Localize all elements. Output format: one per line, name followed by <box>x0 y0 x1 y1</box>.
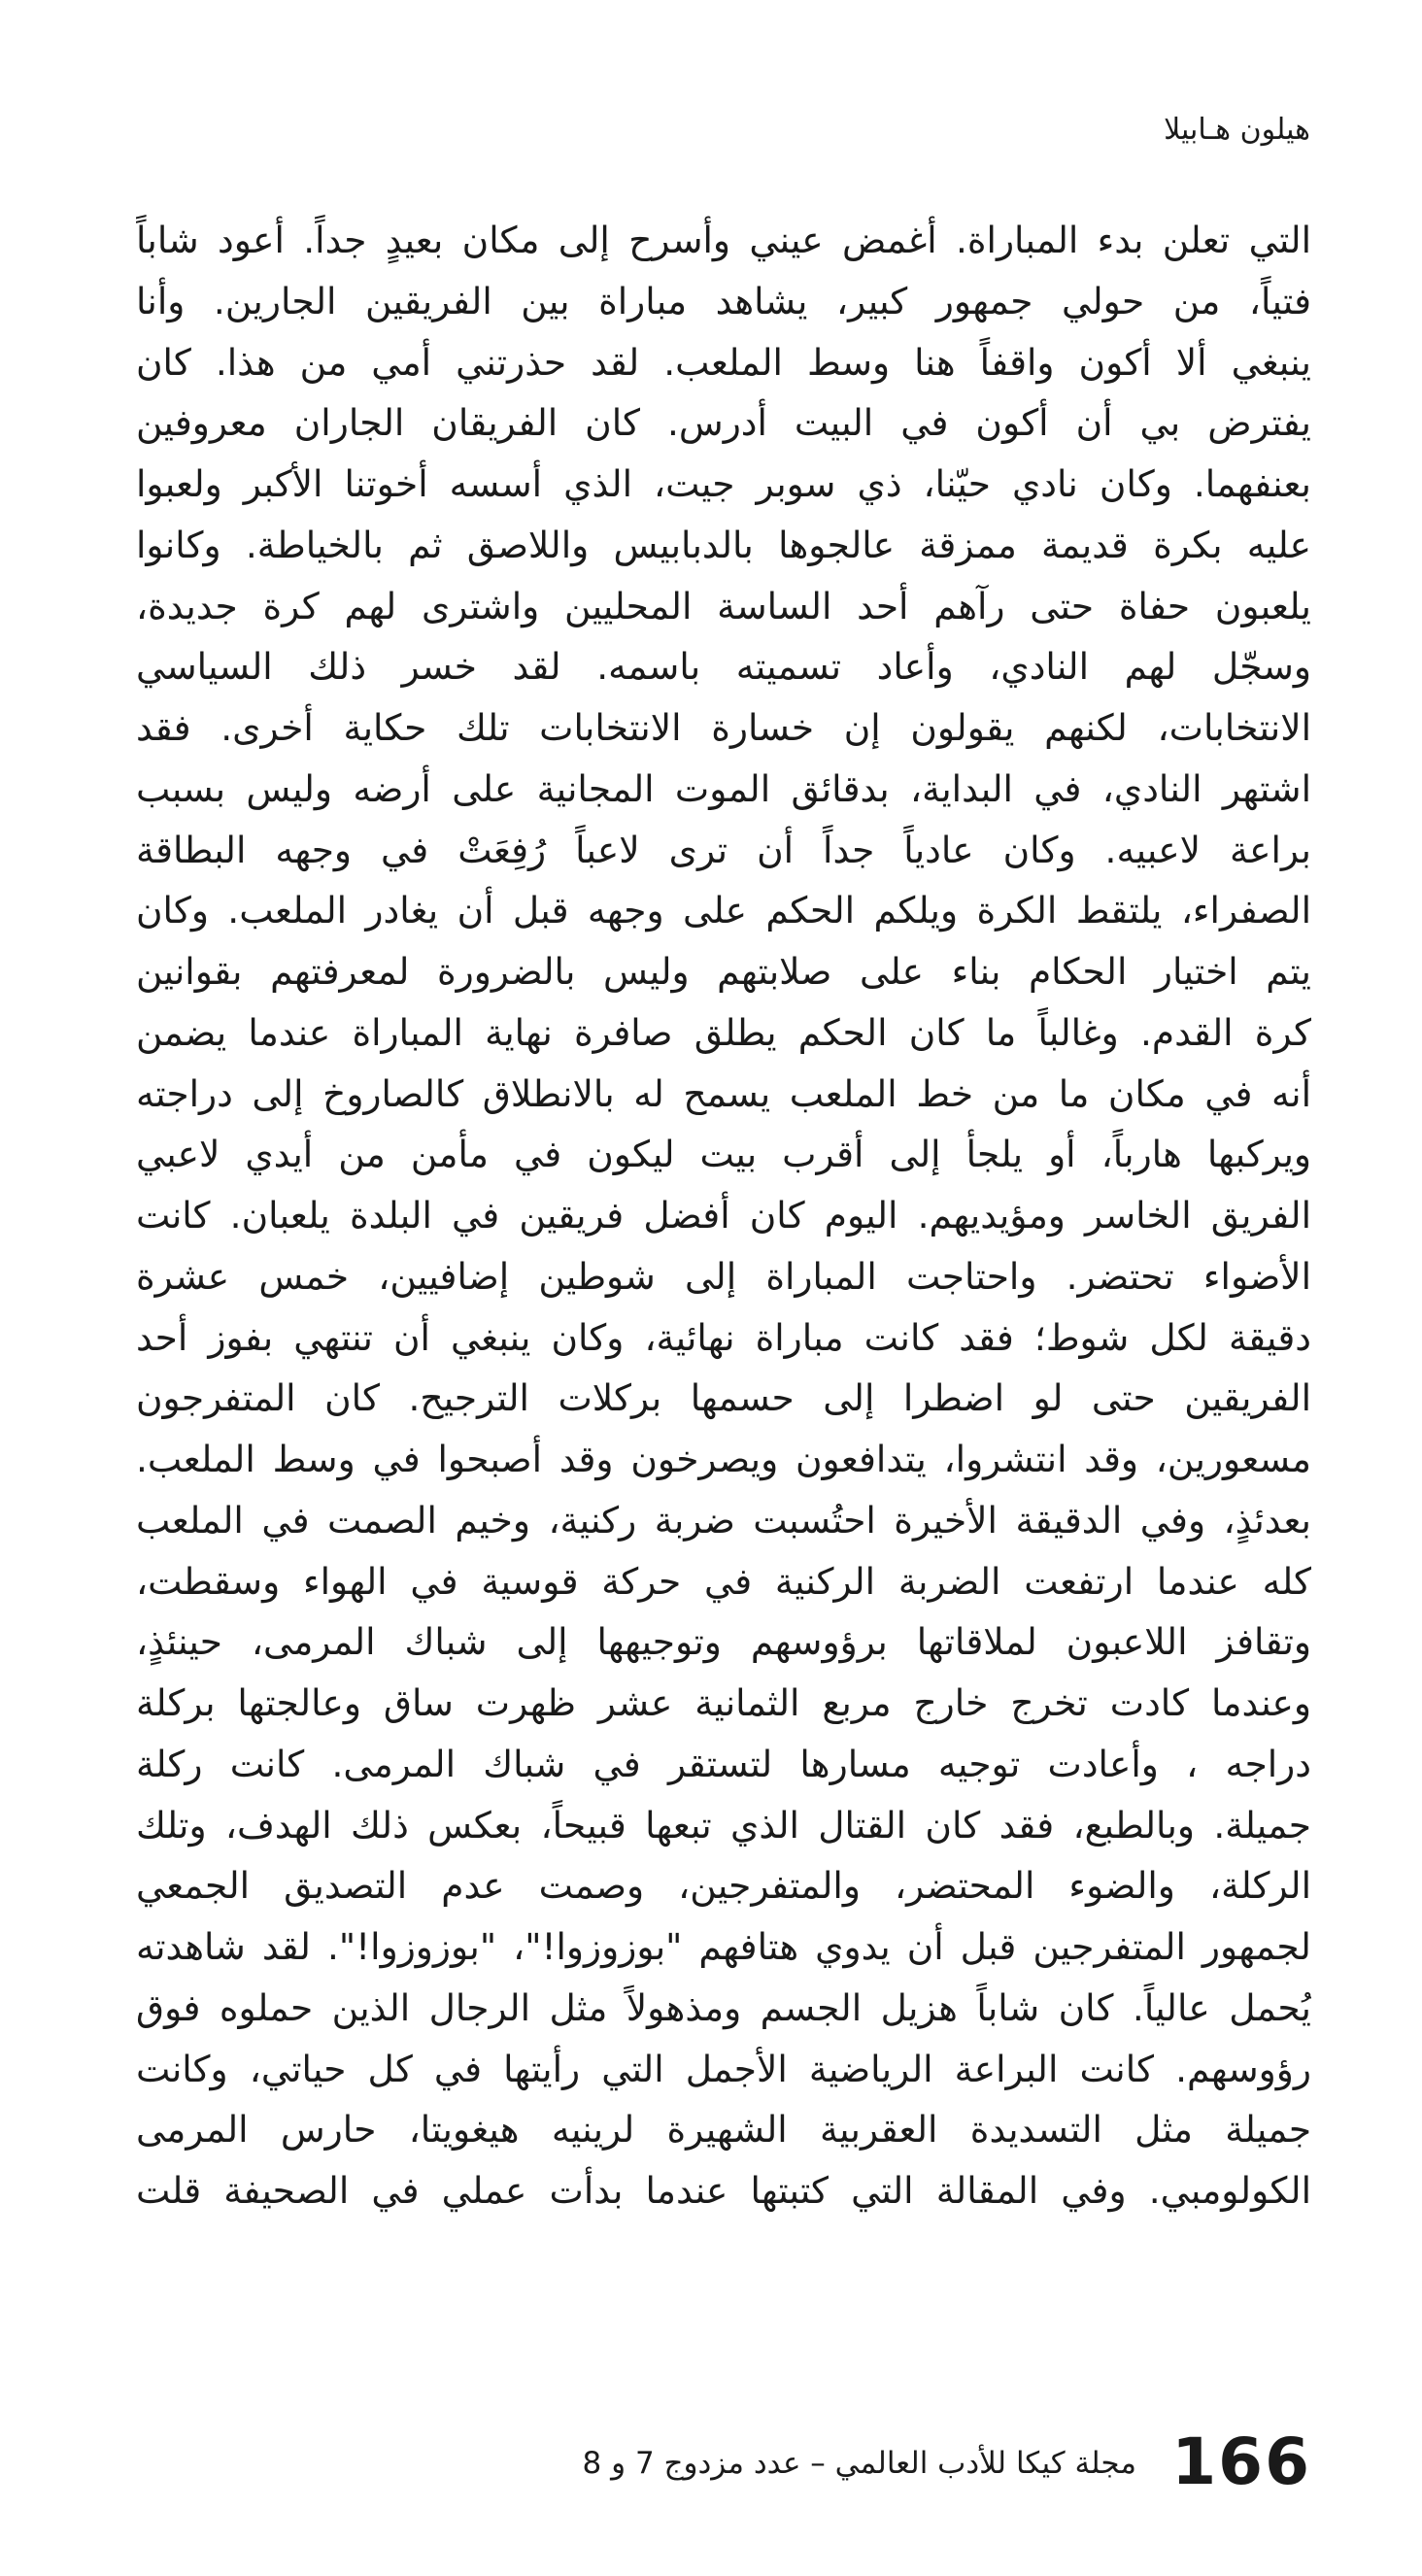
body-line: يتم اختيار الحكام بناء على صلابتهم وليس بالضرورة لمعرفتهم بقوانين <box>136 950 1311 993</box>
body-line: الفريق الخاسر ومؤيديهم. اليوم كان أفضل فريقين في البلدة يلعبان. كانت <box>136 1194 1311 1237</box>
body-line: كله عندما ارتفعت الضربة الركنية في حركة قوسية في الهواء وسقطت، <box>136 1559 1311 1603</box>
body-line: الفريقين حتى لو اضطرا إلى حسمها بركلات الترجيح. كان المتفرجون <box>136 1376 1311 1420</box>
journal-title: مجلة كيكا للأدب العالمي – عدد مزدوج 7 و 8 <box>582 2446 1136 2481</box>
running-header: هيلون هـابيلا <box>1164 113 1310 147</box>
body-line: وعندما كادت تخرج خارج مربع الثمانية عشر ظهرت ساق وعالجتها بركلة <box>136 1681 1311 1724</box>
body-line: جميلة مثل التسديدة العقربية الشهيرة لرينيه هيغويتا، حارس المرمى <box>136 2108 1311 2152</box>
body-line: جميلة. وبالطبع، فقد كان القتال الذي تبعها قبيحاً، بعكس ذلك الهدف، وتلك <box>136 1803 1311 1847</box>
body-line: الركلة، والضوء المحتضر، والمتفرجين، وصمت عدم التصديق الجمعي <box>136 1864 1311 1908</box>
body-line: كرة القدم. وغالباً ما كان الحكم يطلق صافرة نهاية المباراة عندما يضمن <box>136 1010 1311 1054</box>
body-line: دقيقة لكل شوط؛ فقد كانت مباراة نهائية، وكان ينبغي أن تنتهي بفوز أحد <box>136 1315 1311 1359</box>
body-line: بعنفهما. وكان نادي حيّنا، ذي سوبر جيت، الذي أسسه أخوتنا الأكبر ولعبوا <box>136 462 1311 505</box>
page-number: 166 <box>1171 2424 1311 2499</box>
body-line: دراجه ، وأعادت توجيه مسارها لتستقر في شباك المرمى. كانت ركلة <box>136 1742 1311 1785</box>
body-line: الأضواء تحتضر. واحتاجت المباراة إلى شوطين إضافيين، خمس عشرة <box>136 1254 1311 1298</box>
body-line: رؤوسهم. كانت البراعة الرياضية الأجمل التي رأيتها في كل حياتي، وكانت <box>136 2047 1311 2090</box>
body-line: أنه في مكان ما من خط الملعب يسمح له بالانطلاق كالصاروخ إلى دراجته <box>136 1071 1311 1115</box>
body-line: وسجّل لهم النادي، وأعاد تسميته باسمه. لقد خسر ذلك السياسي <box>136 645 1311 689</box>
body-text <box>136 210 1311 2221</box>
body-line: عليه بكرة قديمة ممزقة عالجوها بالدبابيس واللاصق ثم بالخياطة. وكانوا <box>136 523 1311 566</box>
body-line: مسعورين، وقد انتشروا، يتدافعون ويصرخون وقد أصبحوا في وسط الملعب. <box>136 1438 1311 1480</box>
body-line: يُحمل عالياً. كان شاباً هزيل الجسم ومذهولاً مثل الرجال الذين حملوه فوق <box>136 1985 1311 2029</box>
body-line: براعة لاعبيه. وكان عادياً جداً أن ترى لاعباً رُفِعَتْ في وجهه البطاقة <box>136 828 1311 871</box>
body-line: الكولومبي. وفي المقالة التي كتبتها عندما بدأت عملي في الصحيفة قلت <box>136 2169 1311 2212</box>
body-line: وتقافز اللاعبون لملاقاتها برؤوسهم وتوجيهها إلى شباك المرمى، حينئذٍ، <box>136 1620 1311 1664</box>
body-line: لجمهور المتفرجين قبل أن يدوي هتافهم "بوزوزوا!"، "بوزوزوا!". لقد شاهدته <box>136 1925 1311 1968</box>
body-line: الانتخابات، لكنهم يقولون إن خسارة الانتخابات تلك حكاية أخرى. فقد <box>136 706 1311 749</box>
body-line: ويركبها هارباً، أو يلجأ إلى أقرب بيت ليكون في مأمن من أيدي لاعبي <box>136 1133 1311 1176</box>
body-line: يلعبون حفاة حتى رآهم أحد الساسة المحليين واشترى لهم كرة جديدة، <box>136 584 1311 627</box>
body-line: بعدئذٍ، وفي الدقيقة الأخيرة احتُسبت ضربة ركنية، وخيم الصمت في الملعب <box>136 1498 1311 1542</box>
page-footer <box>582 2423 1311 2501</box>
body-line: التي تعلن بدء المباراة. أغمض عيني وأسرح إلى مكان بعيدٍ جداً. أعود شاباً <box>136 219 1311 261</box>
body-line: ينبغي ألا أكون واقفاً هنا وسط الملعب. لقد حذرتني أمي من هذا. كان <box>136 340 1311 384</box>
body-line: يفترض بي أن أكون في البيت أدرس. كان الفريقان الجاران معروفين <box>136 401 1311 445</box>
body-line: الصفراء، يلتقط الكرة ويلكم الحكم على وجهه قبل أن يغادر الملعب. وكان <box>136 889 1311 932</box>
body-line: اشتهر النادي، في البداية، بدقائق الموت المجانية على أرضه وليس بسبب <box>136 766 1311 810</box>
body-line: فتياً، من حولي جمهور كبير، يشاهد مباراة بين الفريقين الجارين. وأنا <box>136 279 1311 322</box>
